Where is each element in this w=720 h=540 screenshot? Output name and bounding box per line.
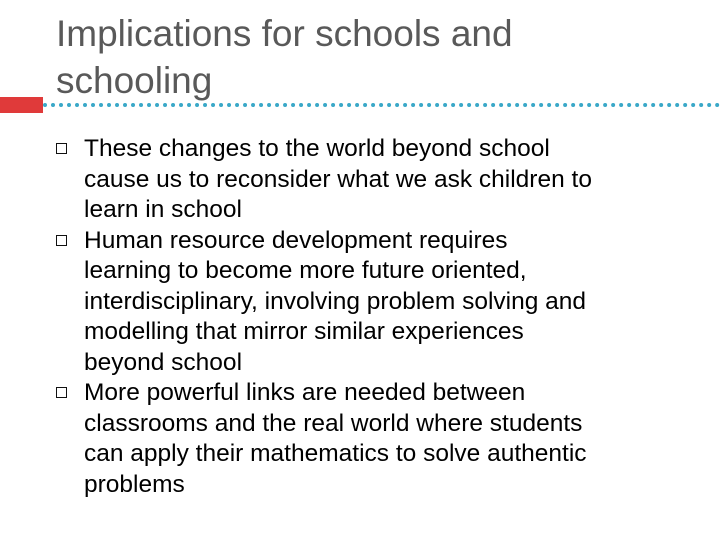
title-dotted-divider <box>43 103 720 107</box>
bullet-3-line-2: classrooms and the real world where students <box>84 409 583 437</box>
slide-title <box>56 10 676 104</box>
slide-title-line-2: schooling <box>56 60 213 101</box>
bullet-2-line-3: interdisciplinary, involving problem solving and <box>84 287 587 315</box>
bullet-2-line-4: modelling that mirror similar experiences <box>84 318 524 345</box>
bullet-2-line-1: Human resource development requires <box>84 226 508 254</box>
hollow-square-bullet-icon <box>56 387 67 398</box>
title-accent-bar <box>0 97 43 113</box>
hollow-square-bullet-icon <box>56 235 67 246</box>
bullet-item-3 <box>56 378 716 500</box>
bullet-item-1 <box>56 134 716 226</box>
bullet-2-line-2: learning to become more future oriented, <box>84 257 527 284</box>
bullet-3-line-1: More powerful links are needed between <box>84 379 526 406</box>
bullet-1-line-1: These changes to the world beyond school <box>84 135 550 162</box>
bullet-1-line-2: cause us to reconsider what we ask children to <box>84 165 592 193</box>
bullet-list <box>56 134 716 500</box>
bullet-3-line-4: problems <box>84 470 185 498</box>
bullet-3-line-3: can apply their mathematics to solve authentic <box>84 440 587 467</box>
hollow-square-bullet-icon <box>56 143 67 154</box>
bullet-item-2 <box>56 226 716 379</box>
bullet-1-line-3: learn in school <box>84 196 242 223</box>
bullet-2-line-5: beyond school <box>84 348 243 376</box>
slide-title-line-1: Implications for schools and <box>56 13 513 54</box>
